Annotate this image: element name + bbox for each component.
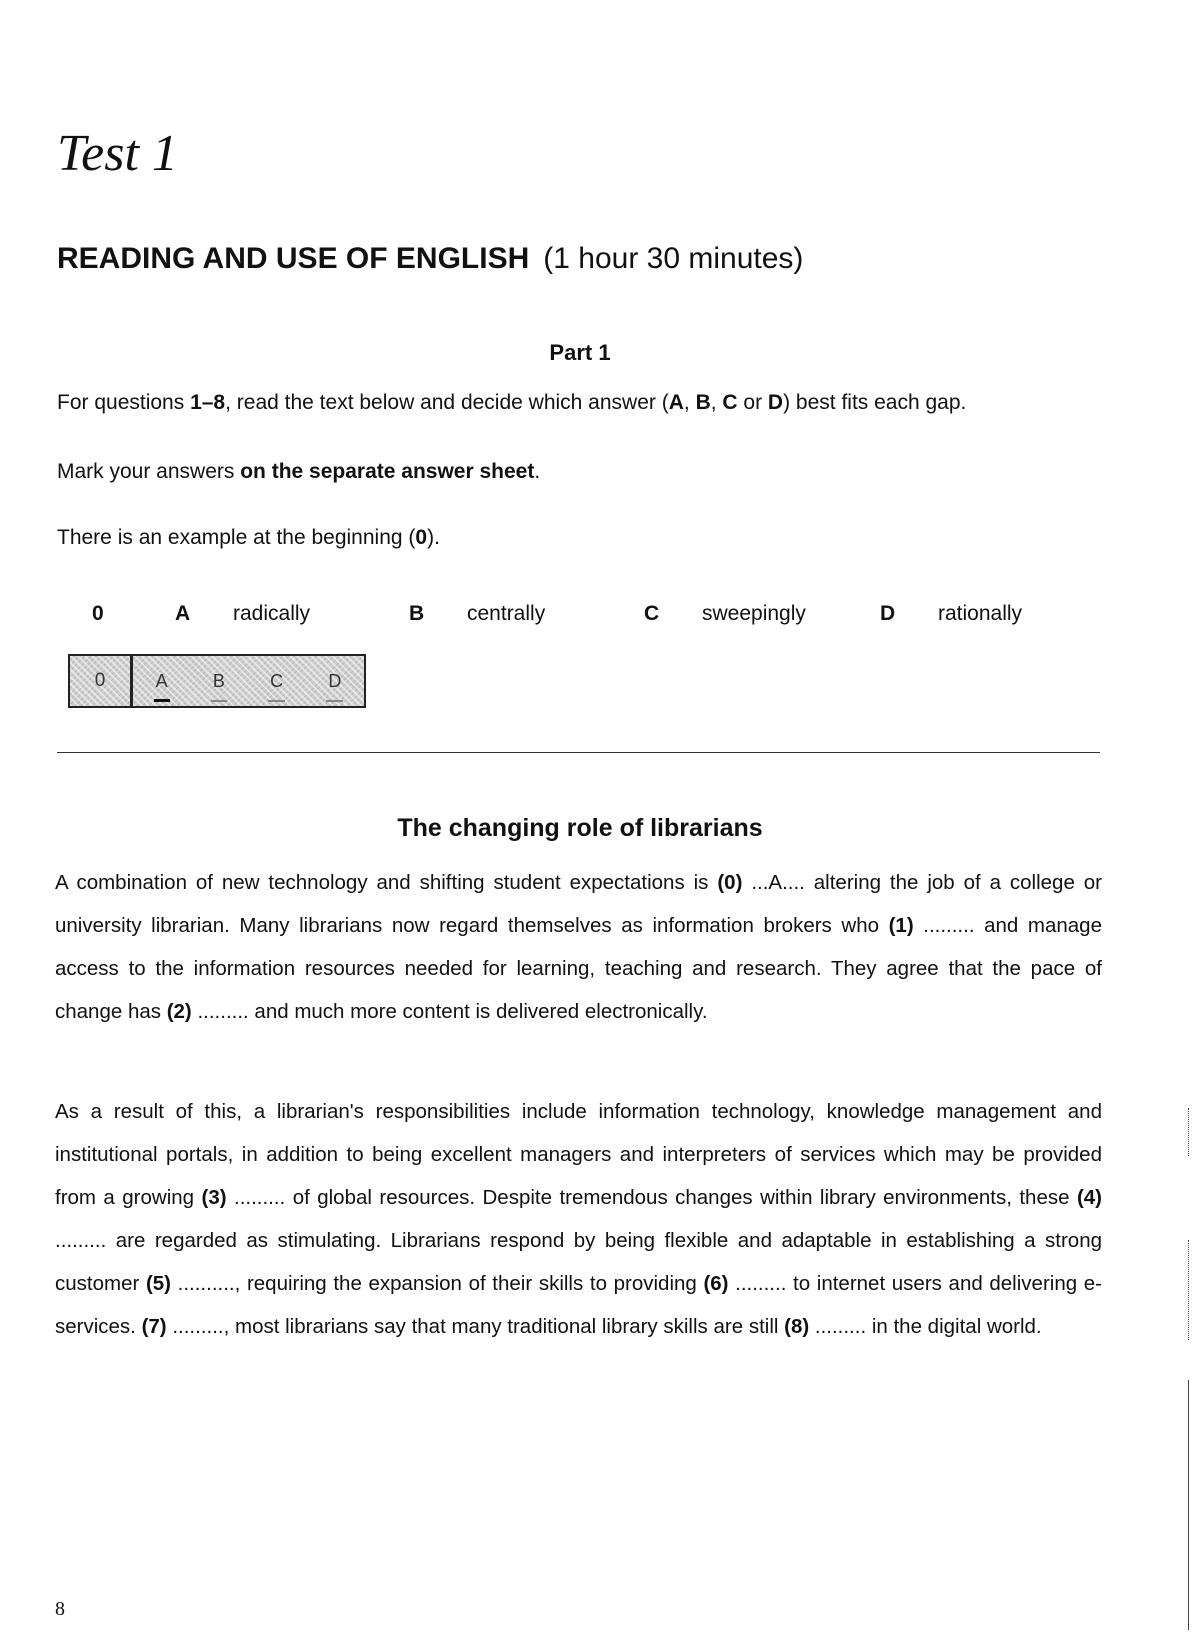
page-number: 8: [55, 1598, 65, 1620]
instr-text: Mark your answers: [57, 460, 241, 483]
text-run: A combination of new technology and shifting student expectations is: [55, 871, 718, 894]
text-run: ......... are regarded as stimulating. Librarians respond by being flexible and adaptable in establishing a strong customer: [55, 1229, 1102, 1295]
instr-letter: B: [695, 391, 711, 414]
answer-box-option-d: [328, 671, 341, 692]
option-word-a: radically: [233, 602, 311, 625]
answer-box-label: 0: [70, 656, 133, 706]
option-word-b: centrally: [467, 602, 546, 625]
instr-text: ).: [427, 526, 440, 549]
instr-emphasis: on the separate answer sheet: [240, 460, 535, 483]
example-answer-box: [68, 654, 366, 708]
section-divider: [57, 752, 1100, 753]
text-run: ......... and much more content is delivered electronically.: [191, 1000, 708, 1023]
gap-3: (3): [201, 1186, 227, 1209]
instruction-questions: [57, 392, 966, 413]
instr-example-number: 0: [415, 526, 428, 549]
text-run: ......... in the digital world.: [809, 1315, 1042, 1338]
instr-text: or: [737, 391, 768, 414]
margin-scan-mark: [1188, 1108, 1189, 1156]
section-duration: (1 hour 30 minutes): [543, 242, 804, 275]
gap-8: (8): [784, 1315, 810, 1338]
instruction-answer-sheet: [57, 461, 540, 482]
instr-text: .: [534, 460, 541, 483]
gap-7: (7): [141, 1315, 167, 1338]
option-letter-a: A: [175, 602, 191, 625]
part-title: Part 1: [549, 340, 611, 365]
text-run: altering the job of a college or university librarian. Many librarians now regard themselves as information brokers who: [55, 871, 1102, 937]
answer-box-options: [133, 656, 364, 706]
answer-box-letter: A: [155, 670, 168, 691]
text-title: The changing role of librarians: [397, 814, 763, 842]
option-word-d: rationally: [938, 602, 1023, 625]
text-run: most librarians say that many traditional library skills are still: [229, 1315, 785, 1338]
option-letter-b: B: [409, 602, 425, 625]
gap-6: (6): [703, 1272, 729, 1295]
option-word-c: sweepingly: [702, 602, 806, 625]
option-letter-d: D: [880, 602, 896, 625]
margin-scan-mark: [1188, 1240, 1189, 1340]
section-title: READING AND USE OF ENGLISH: [57, 242, 530, 275]
answer-box-option-a: [156, 671, 168, 692]
gap-2: (2): [166, 1000, 192, 1023]
gap-0: (0): [717, 871, 743, 894]
instr-letter: C: [722, 391, 738, 414]
instr-text: ,: [683, 391, 696, 414]
answer-mark-empty: [268, 700, 285, 702]
answer-mark-filled: [154, 699, 170, 702]
text-run: ......... and manage access to the information resources needed for learning, teaching and research. They agree that the pace of change has: [55, 914, 1102, 1023]
paragraph-2: [55, 1090, 1102, 1348]
text-run: ......... to internet users and delivering e-services.: [55, 1272, 1102, 1338]
example-number: 0: [92, 602, 104, 625]
gap-1: (1): [888, 914, 914, 937]
instr-letter: D: [767, 391, 784, 414]
instr-text: ,: [710, 391, 723, 414]
instr-text: ) best fits each gap.: [783, 391, 967, 414]
gap-5: (5): [145, 1272, 172, 1295]
section-heading: [57, 244, 803, 274]
option-letter-c: C: [644, 602, 660, 625]
paragraph-1: [55, 861, 1102, 1033]
instr-text: , read the text below and decide which answer (: [225, 391, 669, 414]
answer-box-option-c: [270, 671, 283, 692]
answer-box-letter: B: [212, 670, 225, 691]
text-run: .........., requiring the expansion of their skills to providing: [171, 1272, 704, 1295]
instr-range: 1–8: [190, 391, 226, 414]
answer-box-letter: D: [328, 670, 342, 691]
margin-scan-mark: [1188, 1380, 1189, 1630]
answer-mark-empty: [326, 700, 343, 702]
test-title: Test 1: [57, 125, 178, 182]
answer-box-option-b: [213, 671, 225, 692]
text-run: ......... of global resources. Despite tremendous changes within library environments, these: [226, 1186, 1077, 1209]
answer-mark-empty: [211, 700, 227, 702]
gap-4: (4): [1076, 1186, 1102, 1209]
instr-text: For questions: [57, 391, 191, 414]
instruction-example: [57, 527, 440, 548]
instr-letter: A: [668, 391, 684, 414]
instr-text: There is an example at the beginning (: [57, 526, 416, 549]
text-run: .........,: [166, 1315, 230, 1338]
gap-0-answer: ...A....: [742, 871, 814, 894]
answer-box-letter: C: [270, 670, 284, 691]
text-run: As a result of this, a librarian's responsibilities include information technology, knowledge management and institutional portals, in addition to being excellent managers and interpreters of services which may be provided from a growing: [55, 1100, 1102, 1209]
